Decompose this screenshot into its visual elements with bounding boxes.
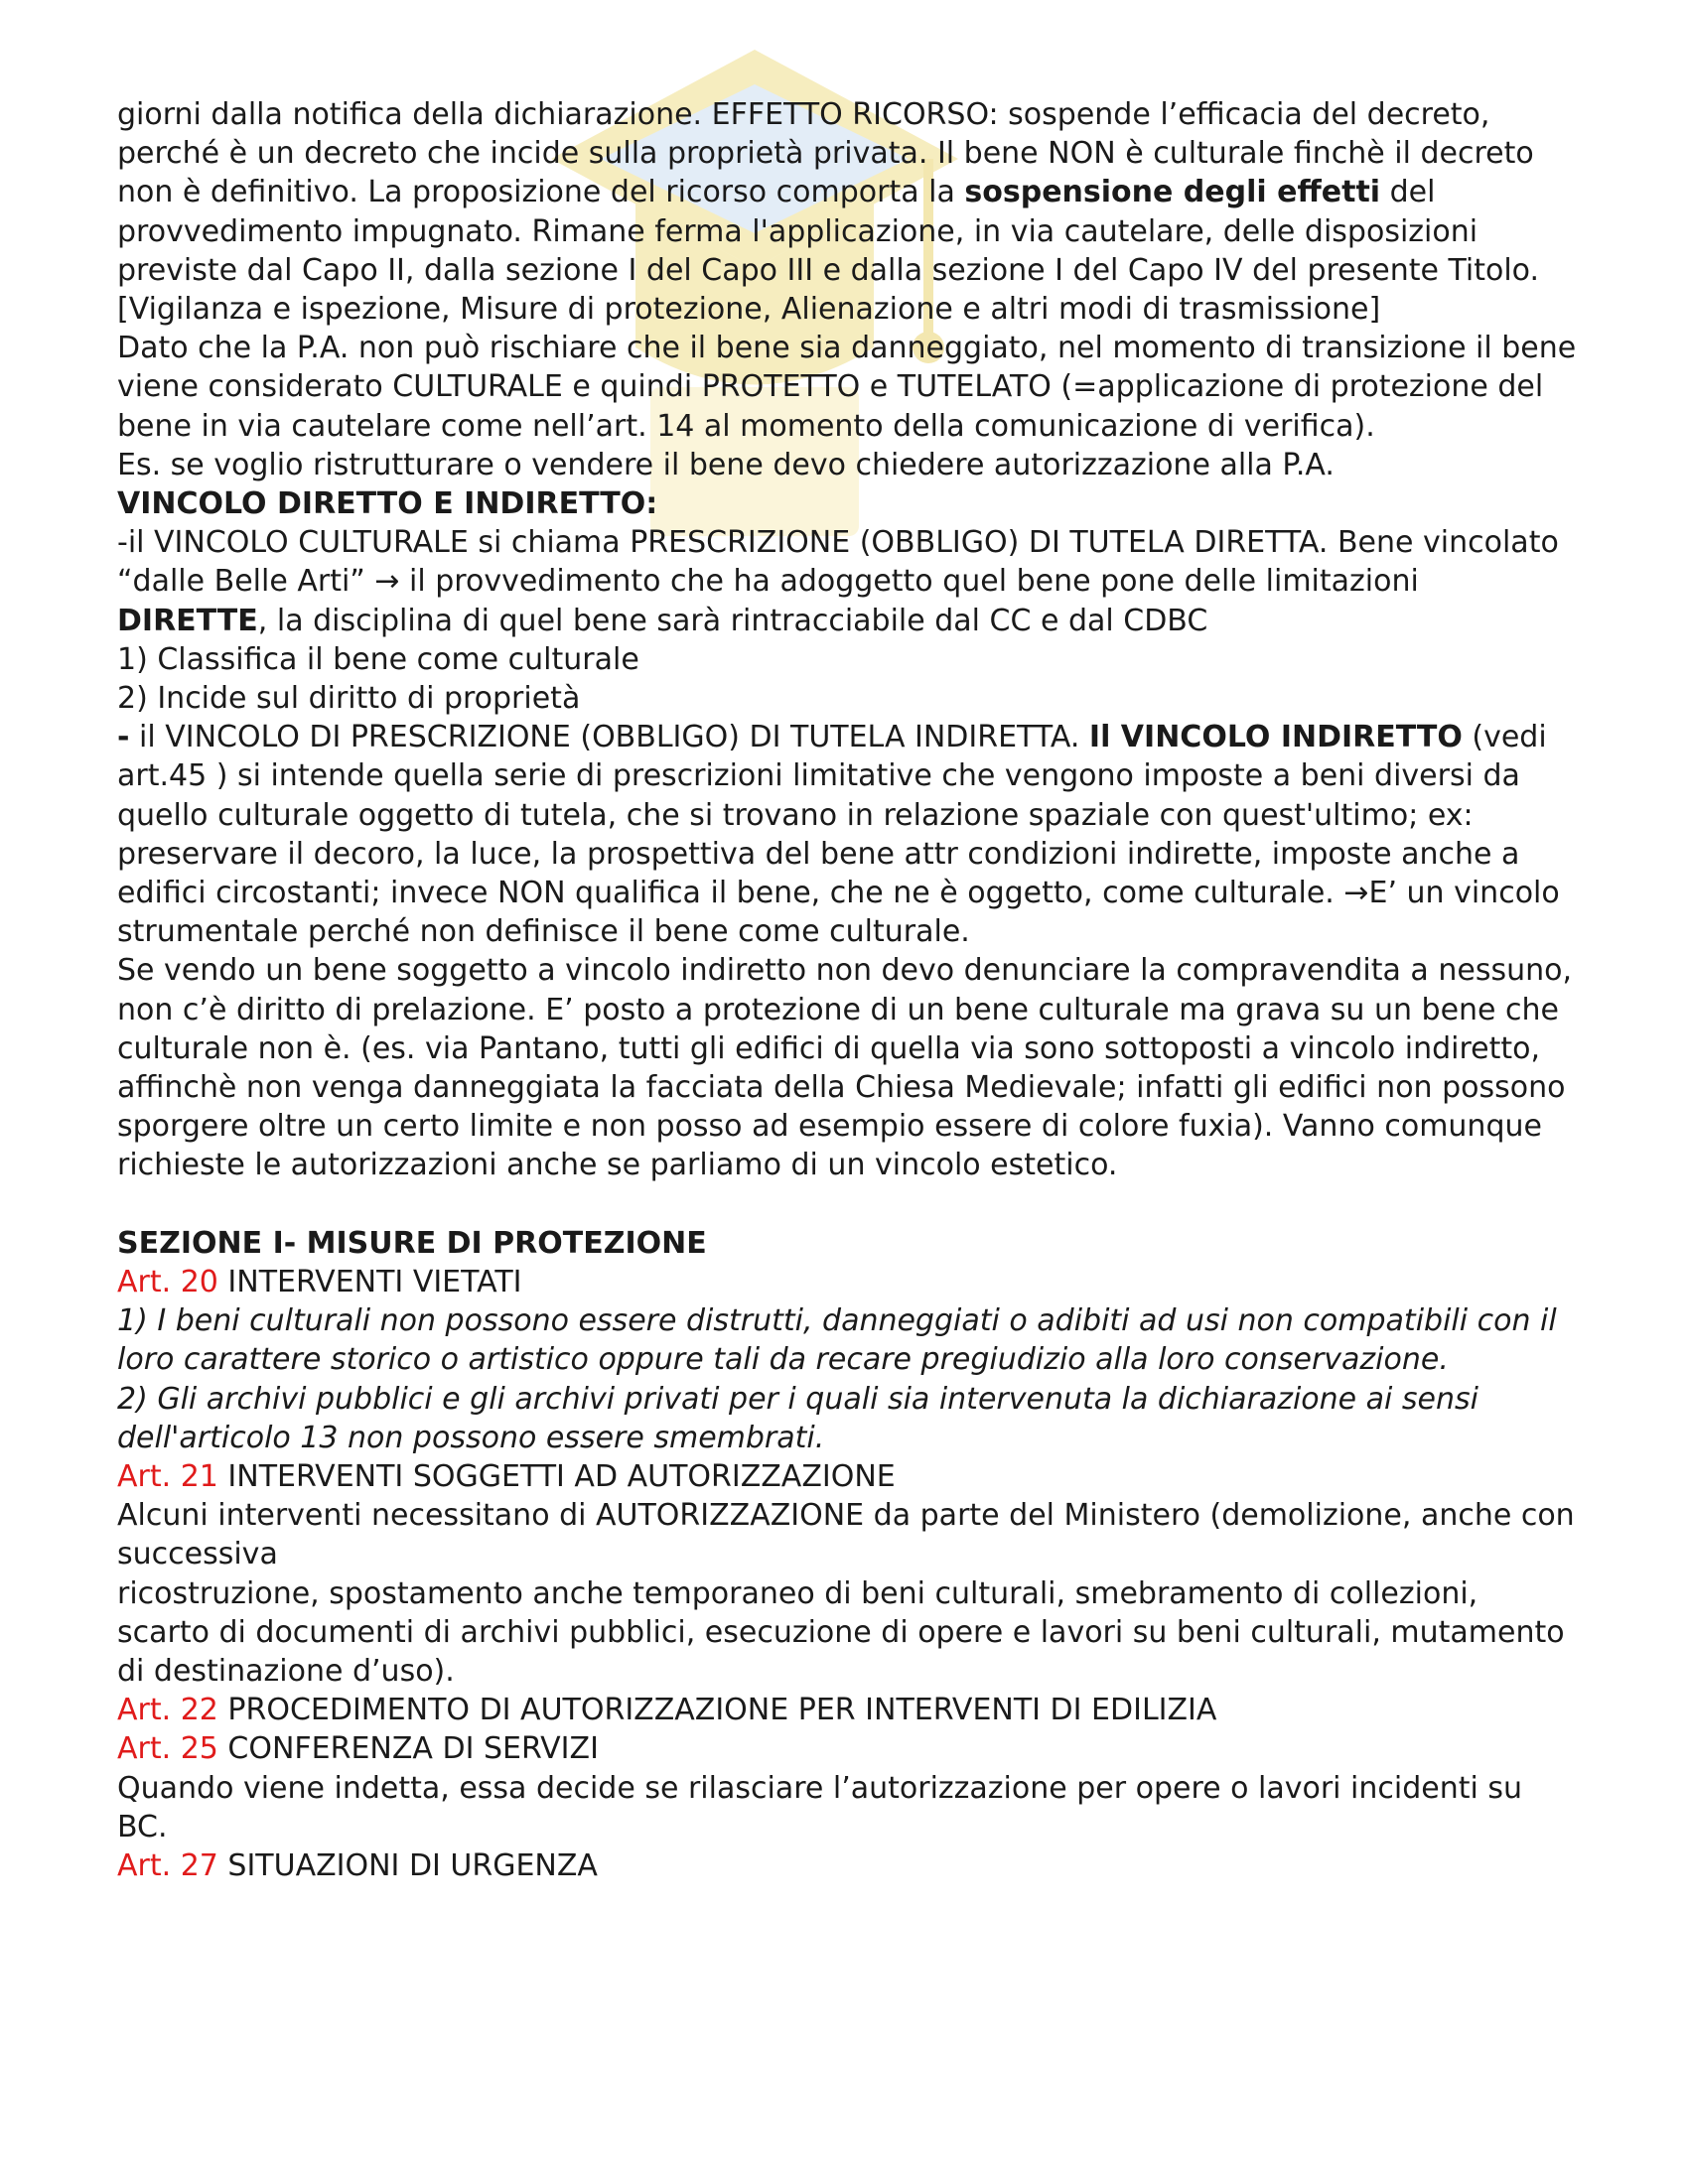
article-number: Art. 25 [117,1731,218,1767]
transition-paragraph: Dato che la P.A. non può rischiare che il bene sia danneggiato, nel momento di transizione il bene viene considerato CULTURALE e quindi PROTETTO e TUTELATO (=applicazione di protezione del bene in via cautelare come nell’art. 14 al momento della comunicazione di verifica). [117,331,1577,444]
sospensione-bold: sospensione degli effetti [964,175,1381,210]
vincolo-indiretto-paragraph: - il VINCOLO DI PRESCRIZIONE (OBBLIGO) DI TUTELA INDIRETTA. Il VINCOLO INDIRETTO (vedi art.45 ) si intende quella serie di prescrizioni limitative che vengono imposte a beni diversi da quello culturale oggetto di tutela, che si trovano in relazione spaziale con quest'ultimo; ex: preservare il decoro, la luce, la prospettiva del bene attr condizioni indirette, imposte anche a edifici circostanti; invece NON qualifica il bene, che ne è oggetto, come culturale. →E’ un vincolo strumentale perché non definisce il bene come culturale. [117,720,1560,950]
article-number: Art. 21 [117,1458,218,1494]
document-page [117,95,1577,1885]
article-20-item-1: 1) I beni culturali non possono essere distrutti, danneggiati o adibiti ad usi non compatibili con il loro carattere storico o artistico oppure tali da recare pregiudizio alla loro conservazione. [117,1303,1557,1378]
article-25-title: Art. 25 CONFERENZA DI SERVIZI [117,1731,599,1767]
article-22-title: Art. 22 PROCEDIMENTO DI AUTORIZZAZIONE PER INTERVENTI DI EDILIZIA [117,1693,1217,1728]
vendita-paragraph: Se vendo un bene soggetto a vincolo indiretto non devo denunciare la compravendita a nessuno, non c’è diritto di prelazione. E’ posto a protezione di un bene culturale ma grava su un bene che culturale non è. (es. via Pantano, tutti gli edifici di quella via sono sottoposti a vincolo indiretto, affinchè non venga danneggiata la facciata della Chiesa Medievale; infatti gli edifici non possono sporgere oltre un certo limite e non posso ad esempio essere di colore fuxia). Vanno comunque richieste le autorizzazioni anche se parliamo di un vincolo estetico. [117,953,1573,1183]
article-21-title: Art. 21 INTERVENTI SOGGETTI AD AUTORIZZAZIONE [117,1458,896,1494]
article-21-body-2: ricostruzione, spostamento anche temporaneo di beni culturali, smebramento di collezioni, scarto di documenti di archivi pubblici, esecuzione di opere e lavori su beni culturali, mutamento di destinazione d’uso). [117,1575,1565,1689]
section-heading: SEZIONE I- MISURE DI PROTEZIONE [117,1225,707,1261]
list-item: 2) Incide sul diritto di proprietà [117,681,581,717]
protection-list-paragraph: [Vigilanza e ispezione, Misure di protezione, Alienazione e altri modi di trasmissione] [117,292,1381,328]
article-20-title: Art. 20 INTERVENTI VIETATI [117,1264,522,1299]
article-20-item-2: 2) Gli archivi pubblici e gli archivi privati per i quali sia intervenuta la dichiarazione ai sensi dell'articolo 13 non possono essere smembrati. [117,1381,1478,1455]
article-21-body-1: Alcuni interventi necessitano di AUTORIZZAZIONE da parte del Ministero (demolizione, anche con successiva [117,1498,1575,1572]
vincolo-diretto-paragraph: -il VINCOLO CULTURALE si chiama PRESCRIZIONE (OBBLIGO) DI TUTELA DIRETTA. Bene vincolato “dalle Belle Arti” → il provvedimento che ha adoggetto quel bene pone delle limitazioni DIRETTE, la disciplina di quel bene sarà rintracciabile dal CC e dal CDBC [117,525,1559,638]
right-arrow-icon: → [1343,876,1369,911]
example-paragraph: Es. se voglio ristrutturare o vendere il bene devo chiedere autorizzazione alla P.A. [117,447,1335,482]
vincolo-heading: VINCOLO DIRETTO E INDIRETTO: [117,486,658,522]
right-arrow-icon: → [374,564,400,600]
article-27-title: Art. 27 SITUAZIONI DI URGENZA [117,1847,598,1883]
article-25-body: Quando viene indetta, essa decide se rilasciare l’autorizzazione per opere o lavori incidenti su BC. [117,1770,1523,1844]
list-item: 1) Classifica il bene come culturale [117,641,639,677]
ricorso-paragraph: giorni dalla notifica della dichiarazione. EFFETTO RICORSO: sospende l’efficacia del decreto, perché è un decreto che incide sulla proprietà privata. Il bene NON è culturale finchè il decreto non è definitivo. La proposizione del ricorso comporta la sospensione degli effetti del provvedimento impugnato. Rimane ferma l'applicazione, in via cautelare, delle disposizioni previste dal Capo II, dalla sezione I del Capo III e dalla sezione I del Capo IV del presente Titolo. [117,97,1540,288]
article-number: Art. 20 [117,1264,218,1299]
article-number: Art. 27 [117,1847,218,1883]
article-number: Art. 22 [117,1693,218,1728]
